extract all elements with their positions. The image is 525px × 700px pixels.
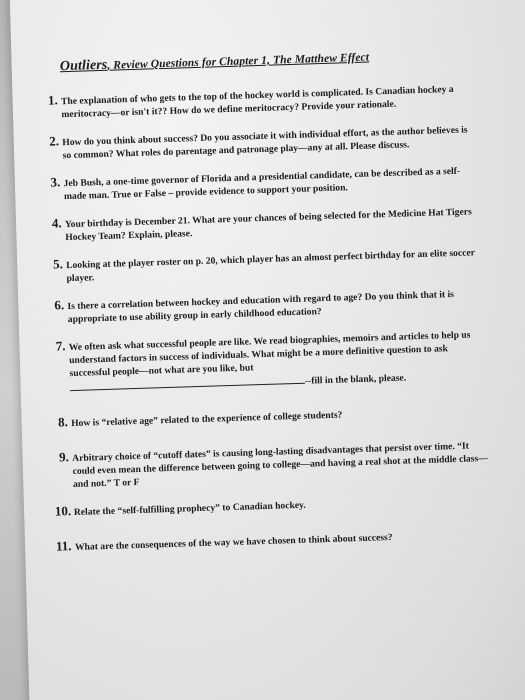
question-text: Arbitrary choice of “cutoff dates” is causing long-lasting disadvantages that persist over time. “It could even mean the difference between going to college—and having a real shot at the middle class—and not.” T or F xyxy=(72,440,488,491)
question-6 xyxy=(43,287,484,327)
question-10 xyxy=(50,493,490,520)
worksheet-content xyxy=(36,51,492,577)
question-number: 4. xyxy=(51,215,62,231)
question-number: 6. xyxy=(54,297,65,313)
question-number: 5. xyxy=(52,256,64,272)
question-8 xyxy=(47,404,487,431)
title-book-name: Outliers xyxy=(59,57,108,75)
question-number: 3. xyxy=(50,174,61,190)
question-text: What are the consequences of the way we have chosen to think about success? xyxy=(74,532,393,554)
title-chapter: , Review Questions for Chapter 1, The Matthew Effect xyxy=(107,51,370,72)
question-text: Is there a correlation between hockey and education with regard to age? Do you think that it is appropriate to use ability group in early childhood education? xyxy=(67,288,455,326)
question-4 xyxy=(41,205,482,245)
question-text: Looking at the player roster on p. 20, which player has an almost perfect birthday for an elite soccer player. xyxy=(65,247,475,285)
fill-instruction: --fill in the blank, please. xyxy=(304,372,407,387)
question-number: 8. xyxy=(57,414,69,430)
question-7 xyxy=(45,328,486,396)
question-text: Your birthday is December 21. What are your chances of being selected for the Medicine Hat Tigers Hockey Team? Explain, please. xyxy=(64,206,472,244)
question-5 xyxy=(42,246,483,286)
question-text: How is “relative age” related to the experience of college students? xyxy=(70,409,343,430)
question-number: 1. xyxy=(47,92,58,108)
question-number: 9. xyxy=(58,449,70,465)
question-number: 7. xyxy=(55,338,66,354)
question-number: 2. xyxy=(49,133,60,149)
question-11 xyxy=(51,528,491,555)
question-text: Jeb Bush, a one-time governor of Florida and a presidential candidate, can be described as a self-made man. True or False – provide evidence to support your position. xyxy=(63,165,461,203)
question-3 xyxy=(39,164,480,204)
question-1 xyxy=(37,82,478,122)
question-number: 11. xyxy=(55,538,72,554)
question-9 xyxy=(48,439,489,492)
question-number: 10. xyxy=(54,503,72,519)
question-text: Relate the “self-fulfilling prophecy” to Canadian hockey. xyxy=(73,499,306,519)
question-2 xyxy=(38,123,479,163)
question-text: The explanation of who gets to the top of the hockey world is complicated. Is Canadian hockey a meritocracy—or isn't it?? How do we define meritocracy? Provide your rationale. xyxy=(60,83,454,121)
question-text: We often ask what successful people are like. We read biographies, memoirs and articles to help us understand factors in success of individuals. What might be a more definitive question to ask successful people—not what are you like, but xyxy=(68,329,471,380)
question-text: How do you think about success? Do you associate it with individual effort, as the author believes is so common? What roles do parentage and patronage play—any at all. Please discuss. xyxy=(62,124,468,162)
